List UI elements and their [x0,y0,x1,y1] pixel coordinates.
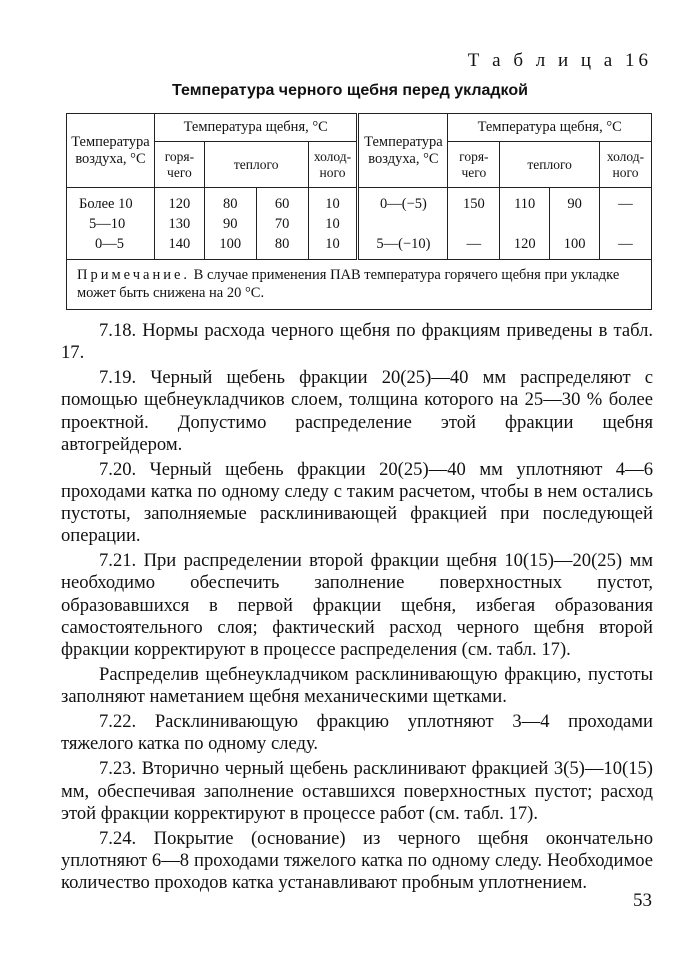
cell-cold: 10 [308,214,358,234]
paragraph: 7.24. Покрытие (основание) из черного щебня окончательно уплотняют 6—8 проходами тяжелого катка по одному следу. Необходимое количество проходов катка устанавливают пробным уплотнением. [61,827,653,893]
sub-warm-left: теплого [204,142,308,188]
header-air-temp-right: Температура воздуха, °С [358,114,448,188]
paragraph: 7.21. При распределении второй фракции щебня 10(15)—20(25) мм необходимо обеспечить заполнение поверхностных пустот, образовавшихся в первой фракции щебня, избегая образования самостоятельного слоя; фактический расход черного щебня второй фракции корректируют в процессе распределения (см. табл. 17). [61,550,653,660]
cell-air: 0—(−5) [358,188,448,215]
body-text [61,320,653,894]
table-title: Температура черного щебня перед укладкой [172,82,528,99]
cell-warm [550,214,600,234]
cell-warm: 120 [500,234,550,259]
table-row [67,214,652,234]
temperature-table [66,113,652,310]
paragraph: 7.19. Черный щебень фракции 20(25)—40 мм распределяют с помощью щебнеукладчиков слоем, толщина которого на 25—30 % более проектной. Допустимо распределение этой фракции щебня автогрейдером. [61,367,653,455]
cell-warm: 60 [256,188,308,215]
note-label: Примечание. [77,266,191,283]
header-gravel-temp-left: Температура щебня, °С [154,114,358,142]
cell-warm: 70 [256,214,308,234]
cell-warm: 80 [256,234,308,259]
sub-hot-right: горя-чего [448,142,500,188]
note-text: В случае применения ПАВ температура горячего щебня при укладке может быть снижена на 20 °С. [77,266,620,301]
paragraph: 7.23. Вторично черный щебень расклинивают фракцией 3(5)—10(15) мм, обеспечивая заполнение оставшихся поверхностных пустот; расход этой фракции корректируют в процессе работ (см. табл. 17). [61,758,653,824]
cell-warm [500,214,550,234]
table-row [67,234,652,259]
paragraph: 7.22. Расклинивающую фракцию уплотняют 3—4 проходами тяжелого катка по одному следу. [61,711,653,755]
sub-cold-right: холод-ного [600,142,652,188]
table-label: Т а б л и ц а 16 [467,50,652,71]
cell-hot: 150 [448,188,500,215]
cell-air [358,214,448,234]
paragraph: Распределив щебнеукладчиком расклинивающую фракцию, пустоты заполняют наметанием щебня механическими щетками. [61,663,653,707]
cell-hot: 130 [154,214,204,234]
paragraph: 7.20. Черный щебень фракции 20(25)—40 мм уплотняют 4—6 проходами катка по одному следу с таким расчетом, чтобы в нем остались пустоты, заполняемые расклинивающей фракцией при последующей операции. [61,458,653,547]
cell-cold: 10 [308,234,358,259]
cell-warm: 110 [500,188,550,215]
table-note [67,259,652,309]
cell-warm: 90 [204,214,256,234]
sub-hot-left: горя-чего [154,142,204,188]
cell-air: 5—(−10) [358,234,448,259]
cell-hot [448,214,500,234]
table-row [67,188,652,215]
cell-cold: 10 [308,188,358,215]
cell-warm: 100 [550,234,600,259]
header-air-temp-left: Температура воздуха, °С [67,114,155,188]
cell-warm: 80 [204,188,256,215]
sub-warm-right: теплого [500,142,600,188]
paragraph: 7.18. Нормы расхода черного щебня по фракциям приведены в табл. 17. [61,320,653,364]
header-gravel-temp-right: Температура щебня, °С [448,114,652,142]
cell-air: 0—5 [67,234,155,259]
cell-hot: 140 [154,234,204,259]
cell-warm: 90 [550,188,600,215]
cell-cold [600,214,652,234]
cell-hot: 120 [154,188,204,215]
cell-cold: — [600,234,652,259]
cell-air: Более 10 [67,188,155,215]
cell-warm: 100 [204,234,256,259]
page-number: 53 [633,890,652,911]
cell-cold: — [600,188,652,215]
sub-cold-left: холод-ного [308,142,358,188]
cell-air: 5—10 [67,214,155,234]
cell-hot: — [448,234,500,259]
